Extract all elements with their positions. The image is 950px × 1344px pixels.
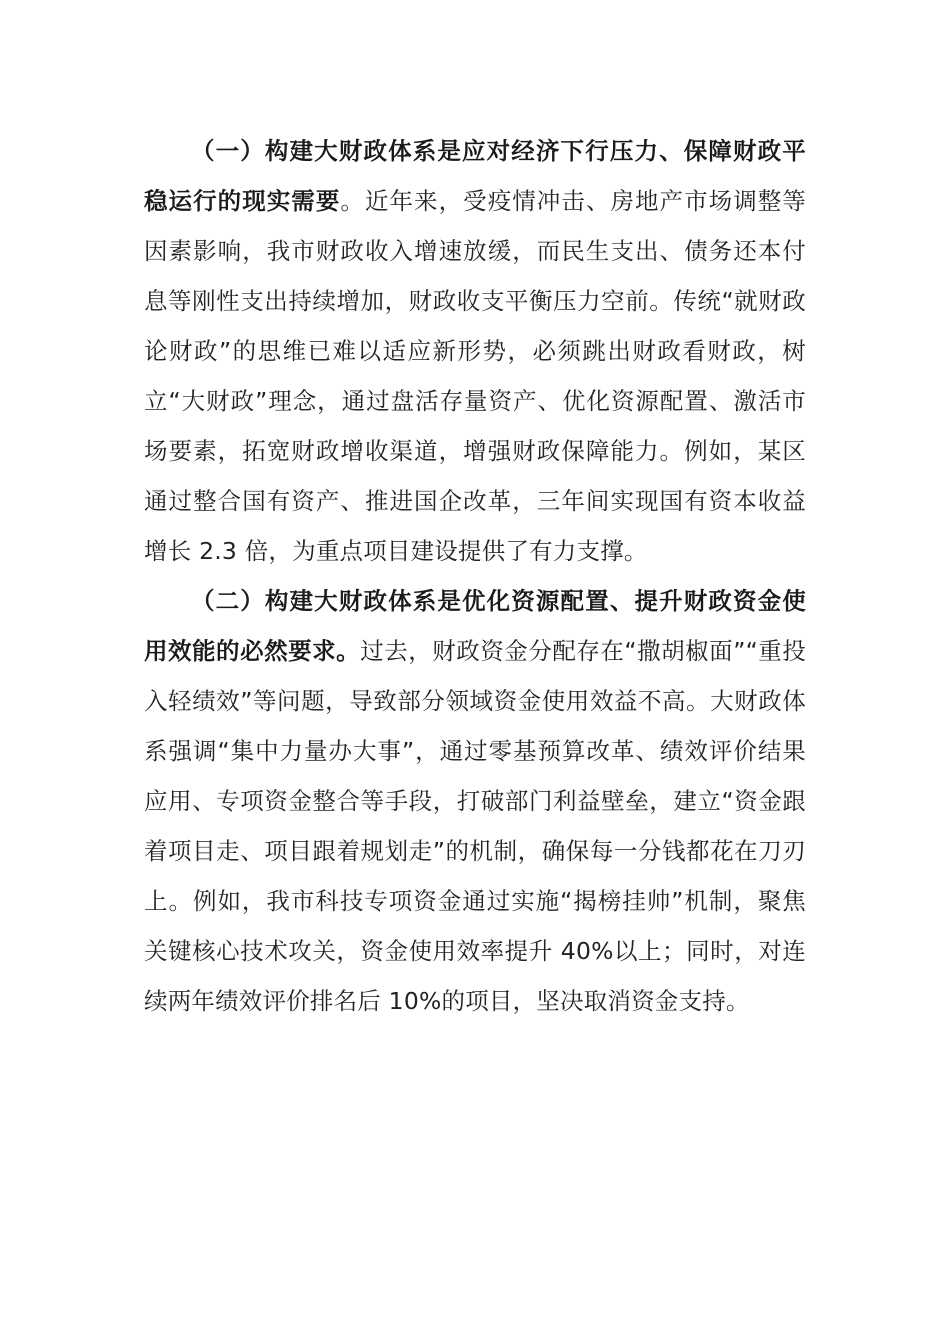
document-body xyxy=(144,126,806,1026)
paragraph-1-text: 。近年来，受疫情冲击、房地产市场调整等因素影响，我市财政收入增速放缓，而民生支出、债务还本付息等刚性支出持续增加，财政收支平衡压力空前。传统“就财政论财政”的思维已难以适应新形势，必须跳出财政看财政，树立“大财政”理念，通过盘活存量资产、优化资源配置、激活市场要素，拓宽财政增收渠道，增强财政保障能力。例如，某区通过整合国有资产、推进国企改革，三年间实现国有资本收益增长 2.3 倍，为重点项目建设提供了有力支撑。 xyxy=(144,187,806,565)
paragraph-2-heading: （二）构建大财政体系是优化资源配置、提升财政资金使用效能的必然要求。 xyxy=(144,587,806,665)
paragraph-1 xyxy=(144,126,806,576)
paragraph-2-text: 过去，财政资金分配存在“撒胡椒面”“重投入轻绩效”等问题，导致部分领域资金使用效益不高。大财政体系强调“集中力量办大事”，通过零基预算改革、绩效评价结果应用、专项资金整合等手段，打破部门利益壁垒，建立“资金跟着项目走、项目跟着规划走”的机制，确保每一分钱都花在刀刃上。例如，我市科技专项资金通过实施“揭榜挂帅”机制，聚焦关键核心技术攻关，资金使用效率提升 40%以上；同时，对连续两年绩效评价排名后 10%的项目，坚决取消资金支持。 xyxy=(144,637,806,1015)
paragraph-1-heading: （一）构建大财政体系是应对经济下行压力、保障财政平稳运行的现实需要 xyxy=(144,137,806,215)
paragraph-2 xyxy=(144,576,806,1026)
